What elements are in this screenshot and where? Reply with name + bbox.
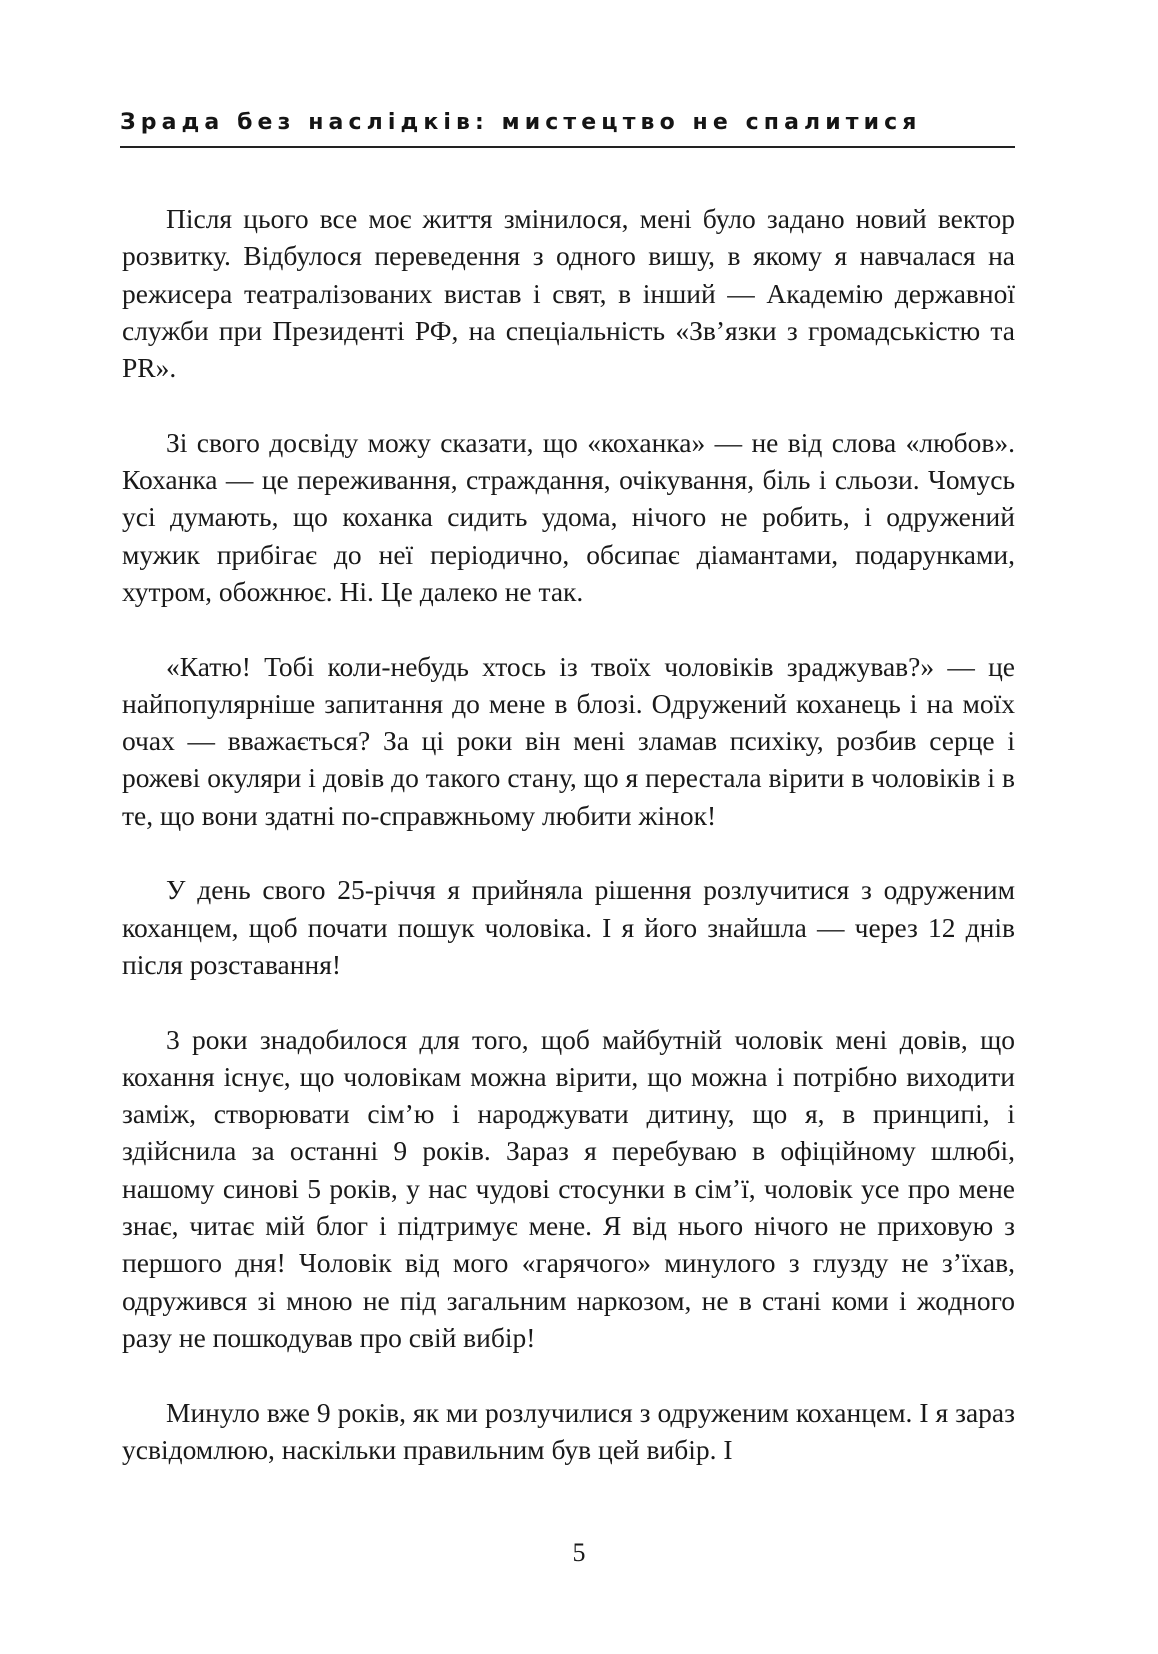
- paragraph-2: Зі свого досвіду можу сказати, що «коханка» — не від слова «любов». Коханка — це переживання, страждання, очікування, біль і сльози. Чомусь усі думають, що коханка сидить удома, нічого не робить, і одружений мужик прибігає до неї періодично, обсипає діамантами, подарунками, хутром, обожнює. Ні. Це далеко не так.: [122, 426, 1015, 607]
- paragraph-3: «Катю! Тобі коли-небудь хтось із твоїх чоловіків зраджував?» — це найпопулярніше запитання до мене в блозі. Одружений коханець і на моїх очах — вважається? За ці роки він мені зламав психіку, розбив серце і рожеві окуляри і довів до такого стану, що я перестала вірити в чоловіків і в те, що вони здатні по-справжньому любити жінок!: [122, 650, 1015, 831]
- paragraph-6: Минуло вже 9 років, як ми розлучилися з одруженим коханцем. І я зараз усвідомлюю, наскільки правильним був цей вибір. І: [122, 1396, 1015, 1465]
- paragraph-4: У день свого 25-річчя я прийняла рішення розлучитися з одруженим коханцем, щоб почати пошук чоловіка. І я його знайшла — через 12 днів після розставання!: [122, 874, 1015, 980]
- paragraph-1: Після цього все моє життя змінилося, мені було задано новий вектор розвитку. Відбулося переведення з одного вишу, в якому я навчалася на режисера театралізованих вистав і свят, в інший — Академію державної служби при Президенті РФ, на спеціальність «Зв’язки з громадськістю та PR».: [122, 203, 1015, 384]
- paragraph-5: 3 роки знадобилося для того, щоб майбутній чоловік мені довів, що кохання існує, що чоловікам можна вірити, що можна і потрібно виходити заміж, створювати сім’ю і народжувати дитину, що я, в принципі, і здійснила за останні 9 років. Зараз я перебуваю в офіційному шлюбі, нашому синові 5 років, у нас чудові стосунки в сім’ї, чоловік усе про мене знає, читає мій блог і підтримує мене. Я від нього нічого не приховую з першого дня! Чоловік від мого «гарячого» минулого з глузду не з’їхав, одружився зі мною не під загальним наркозом, не в стані коми і жодного разу не пошкодував про свій вибір!: [122, 1023, 1015, 1353]
- running-header: Зрада без наслідків: мистецтво не спалитися: [120, 110, 922, 135]
- header-rule: [120, 146, 1015, 148]
- body-text: [122, 200, 1015, 1468]
- page-number: 5: [572, 1538, 586, 1567]
